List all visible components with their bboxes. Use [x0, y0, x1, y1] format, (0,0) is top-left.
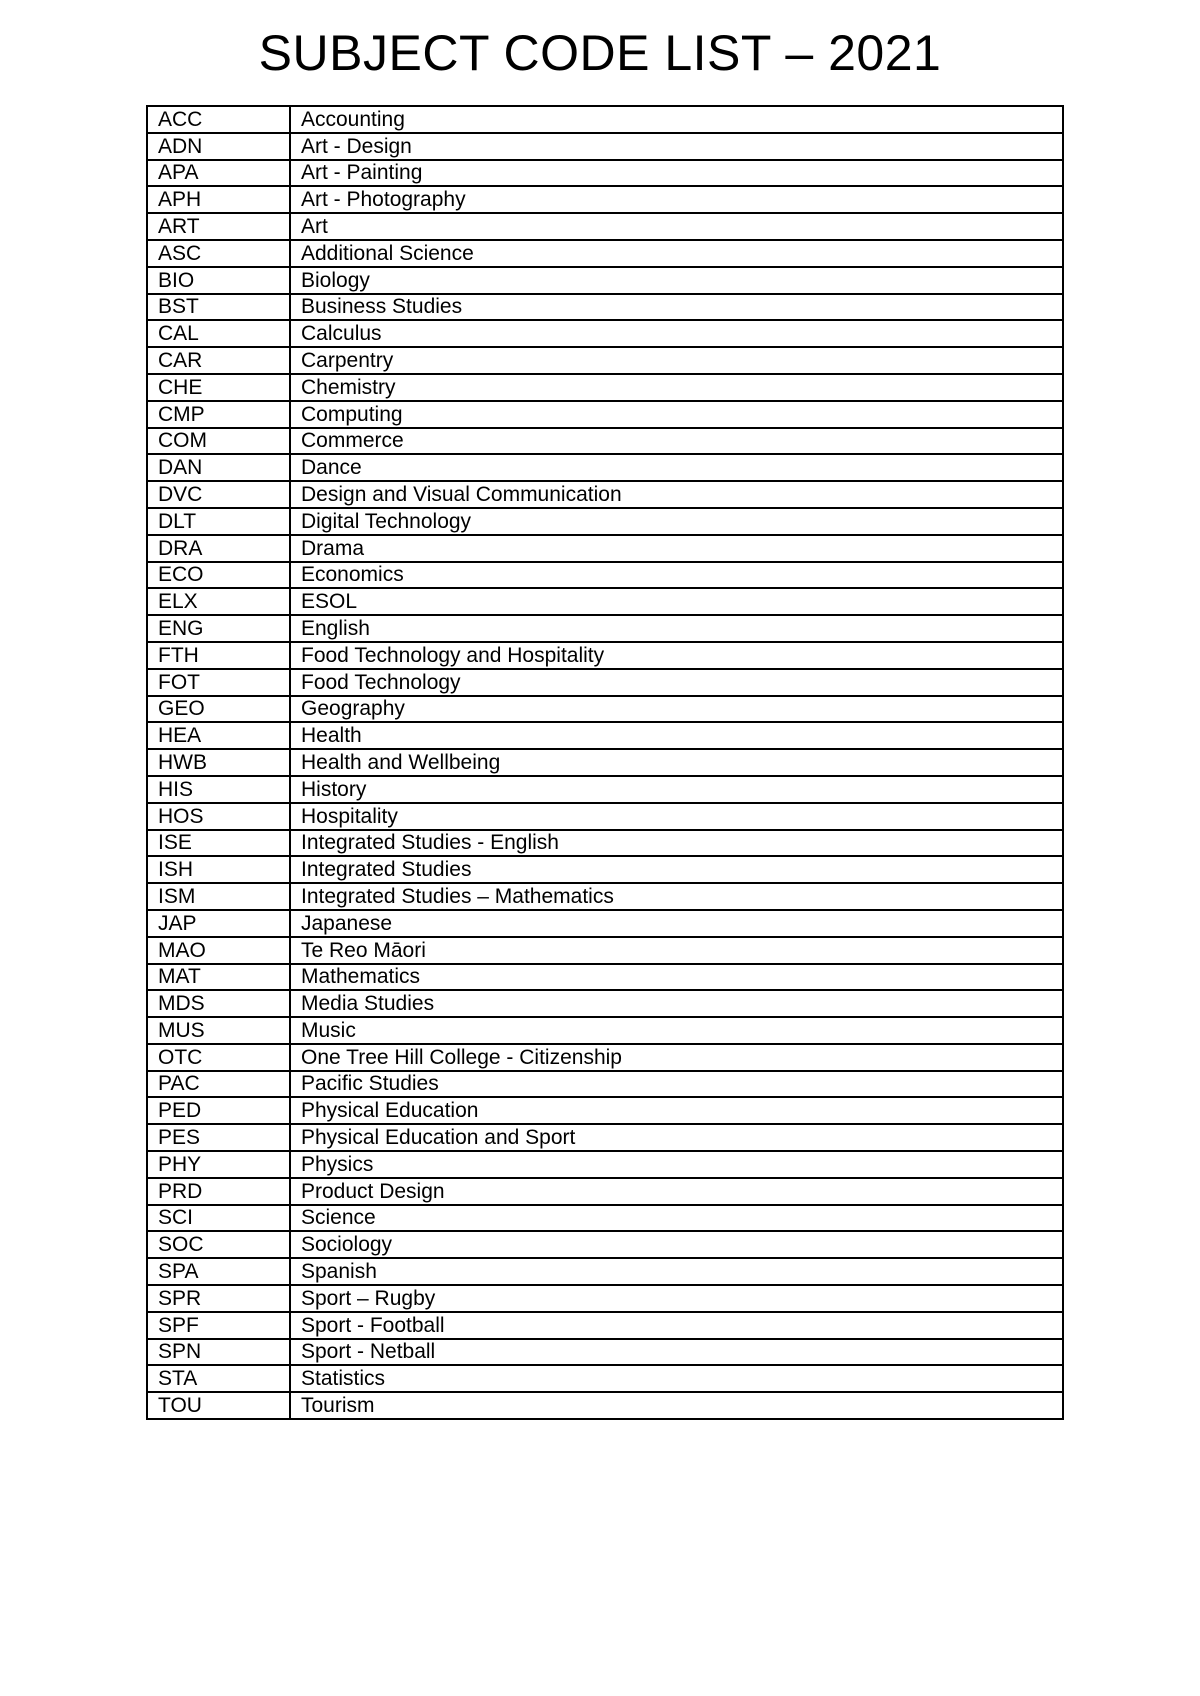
page-title: SUBJECT CODE LIST – 2021 — [258, 25, 942, 81]
subject-name-cell: Digital Technology — [290, 508, 1063, 535]
subject-name-cell: Te Reo Māori — [290, 937, 1063, 964]
subject-name-cell: Health and Wellbeing — [290, 749, 1063, 776]
table-row — [147, 347, 1063, 374]
subject-code-cell: PRD — [147, 1178, 290, 1205]
subject-code-cell: JAP — [147, 910, 290, 937]
table-row — [147, 160, 1063, 187]
subject-name-cell: Dance — [290, 454, 1063, 481]
subject-code-cell: PES — [147, 1124, 290, 1151]
subject-name-cell: Food Technology — [290, 669, 1063, 696]
table-row — [147, 508, 1063, 535]
subject-code-cell: CHE — [147, 374, 290, 401]
table-row — [147, 964, 1063, 991]
subject-name-cell: Physics — [290, 1151, 1063, 1178]
subject-code-cell: APA — [147, 160, 290, 187]
table-row — [147, 1285, 1063, 1312]
table-row — [147, 428, 1063, 455]
subject-code-cell: ISM — [147, 883, 290, 910]
subject-name-cell: Hospitality — [290, 803, 1063, 830]
subject-name-cell: Integrated Studies - English — [290, 830, 1063, 857]
subject-code-cell: FTH — [147, 642, 290, 669]
table-row — [147, 669, 1063, 696]
table-row — [147, 1017, 1063, 1044]
subject-name-cell: Sport – Rugby — [290, 1285, 1063, 1312]
subject-code-cell: SPN — [147, 1339, 290, 1366]
table-row — [147, 213, 1063, 240]
subject-name-cell: Additional Science — [290, 240, 1063, 267]
subject-name-cell: Art - Painting — [290, 160, 1063, 187]
table-row — [147, 1178, 1063, 1205]
table-row — [147, 1339, 1063, 1366]
table-row — [147, 1258, 1063, 1285]
subject-code-cell: FOT — [147, 669, 290, 696]
table-row — [147, 1392, 1063, 1419]
subject-code-cell: HOS — [147, 803, 290, 830]
table-row — [147, 535, 1063, 562]
subject-name-cell: Japanese — [290, 910, 1063, 937]
table-row — [147, 749, 1063, 776]
table-row — [147, 294, 1063, 321]
subject-name-cell: Physical Education — [290, 1097, 1063, 1124]
table-row — [147, 856, 1063, 883]
table-row — [147, 937, 1063, 964]
subject-code-cell: ELX — [147, 588, 290, 615]
table-row — [147, 481, 1063, 508]
table-row — [147, 642, 1063, 669]
table-row — [147, 696, 1063, 723]
subject-code-cell: PED — [147, 1097, 290, 1124]
subject-code-cell: HEA — [147, 722, 290, 749]
table-row — [147, 1231, 1063, 1258]
table-row — [147, 454, 1063, 481]
table-row — [147, 1205, 1063, 1232]
subject-name-cell: Art — [290, 213, 1063, 240]
table-row — [147, 401, 1063, 428]
subject-code-table — [146, 105, 1064, 1420]
subject-code-cell: OTC — [147, 1044, 290, 1071]
subject-code-cell: DAN — [147, 454, 290, 481]
subject-code-cell: ISE — [147, 830, 290, 857]
subject-name-cell: Commerce — [290, 428, 1063, 455]
table-row — [147, 883, 1063, 910]
table-row — [147, 133, 1063, 160]
subject-name-cell: Biology — [290, 267, 1063, 294]
subject-code-cell: DVC — [147, 481, 290, 508]
subject-name-cell: Music — [290, 1017, 1063, 1044]
subject-name-cell: Physical Education and Sport — [290, 1124, 1063, 1151]
subject-name-cell: Food Technology and Hospitality — [290, 642, 1063, 669]
subject-name-cell: Sport - Football — [290, 1312, 1063, 1339]
table-row — [147, 267, 1063, 294]
subject-code-cell: CAL — [147, 320, 290, 347]
subject-code-cell: HWB — [147, 749, 290, 776]
table-row — [147, 106, 1063, 133]
subject-code-cell: BST — [147, 294, 290, 321]
subject-code-cell: SOC — [147, 1231, 290, 1258]
subject-code-cell: DLT — [147, 508, 290, 535]
table-row — [147, 910, 1063, 937]
subject-name-cell: Chemistry — [290, 374, 1063, 401]
table-row — [147, 1071, 1063, 1098]
table-row — [147, 1365, 1063, 1392]
subject-code-cell: SPR — [147, 1285, 290, 1312]
subject-code-cell: COM — [147, 428, 290, 455]
subject-name-cell: Science — [290, 1205, 1063, 1232]
subject-name-cell: Pacific Studies — [290, 1071, 1063, 1098]
subject-name-cell: History — [290, 776, 1063, 803]
subject-code-cell: APH — [147, 186, 290, 213]
subject-code-cell: PHY — [147, 1151, 290, 1178]
table-row — [147, 1097, 1063, 1124]
subject-name-cell: Calculus — [290, 320, 1063, 347]
subject-name-cell: Statistics — [290, 1365, 1063, 1392]
subject-code-table-body — [147, 106, 1063, 1419]
subject-name-cell: English — [290, 615, 1063, 642]
table-row — [147, 830, 1063, 857]
subject-name-cell: Art - Photography — [290, 186, 1063, 213]
subject-name-cell: Art - Design — [290, 133, 1063, 160]
subject-name-cell: ESOL — [290, 588, 1063, 615]
subject-code-cell: ACC — [147, 106, 290, 133]
table-row — [147, 240, 1063, 267]
subject-name-cell: One Tree Hill College - Citizenship — [290, 1044, 1063, 1071]
subject-code-cell: ECO — [147, 562, 290, 589]
subject-code-cell: SPF — [147, 1312, 290, 1339]
subject-code-cell: SCI — [147, 1205, 290, 1232]
subject-code-cell: ART — [147, 213, 290, 240]
table-row — [147, 186, 1063, 213]
table-row — [147, 374, 1063, 401]
subject-name-cell: Economics — [290, 562, 1063, 589]
subject-name-cell: Mathematics — [290, 964, 1063, 991]
subject-name-cell: Product Design — [290, 1178, 1063, 1205]
subject-code-cell: ENG — [147, 615, 290, 642]
subject-code-cell: MAT — [147, 964, 290, 991]
subject-name-cell: Sport - Netball — [290, 1339, 1063, 1366]
subject-code-cell: CMP — [147, 401, 290, 428]
subject-code-cell: ISH — [147, 856, 290, 883]
table-row — [147, 615, 1063, 642]
subject-name-cell: Drama — [290, 535, 1063, 562]
subject-name-cell: Media Studies — [290, 990, 1063, 1017]
subject-code-cell: ASC — [147, 240, 290, 267]
table-row — [147, 1151, 1063, 1178]
subject-code-cell: ADN — [147, 133, 290, 160]
subject-name-cell: Integrated Studies — [290, 856, 1063, 883]
table-row — [147, 588, 1063, 615]
subject-code-cell: DRA — [147, 535, 290, 562]
subject-code-cell: MUS — [147, 1017, 290, 1044]
subject-code-cell: PAC — [147, 1071, 290, 1098]
subject-name-cell: Sociology — [290, 1231, 1063, 1258]
table-row — [147, 1312, 1063, 1339]
table-row — [147, 803, 1063, 830]
subject-name-cell: Health — [290, 722, 1063, 749]
subject-code-cell: HIS — [147, 776, 290, 803]
subject-name-cell: Tourism — [290, 1392, 1063, 1419]
subject-code-cell: MDS — [147, 990, 290, 1017]
subject-code-cell: CAR — [147, 347, 290, 374]
subject-code-cell: GEO — [147, 696, 290, 723]
subject-code-cell: STA — [147, 1365, 290, 1392]
subject-name-cell: Integrated Studies – Mathematics — [290, 883, 1063, 910]
subject-code-cell: BIO — [147, 267, 290, 294]
table-row — [147, 320, 1063, 347]
subject-name-cell: Business Studies — [290, 294, 1063, 321]
subject-name-cell: Design and Visual Communication — [290, 481, 1063, 508]
table-row — [147, 776, 1063, 803]
table-row — [147, 562, 1063, 589]
subject-name-cell: Geography — [290, 696, 1063, 723]
subject-code-cell: MAO — [147, 937, 290, 964]
subject-name-cell: Accounting — [290, 106, 1063, 133]
subject-name-cell: Spanish — [290, 1258, 1063, 1285]
subject-code-cell: SPA — [147, 1258, 290, 1285]
subject-name-cell: Carpentry — [290, 347, 1063, 374]
table-row — [147, 1044, 1063, 1071]
subject-name-cell: Computing — [290, 401, 1063, 428]
subject-code-cell: TOU — [147, 1392, 290, 1419]
table-row — [147, 990, 1063, 1017]
table-row — [147, 722, 1063, 749]
table-row — [147, 1124, 1063, 1151]
